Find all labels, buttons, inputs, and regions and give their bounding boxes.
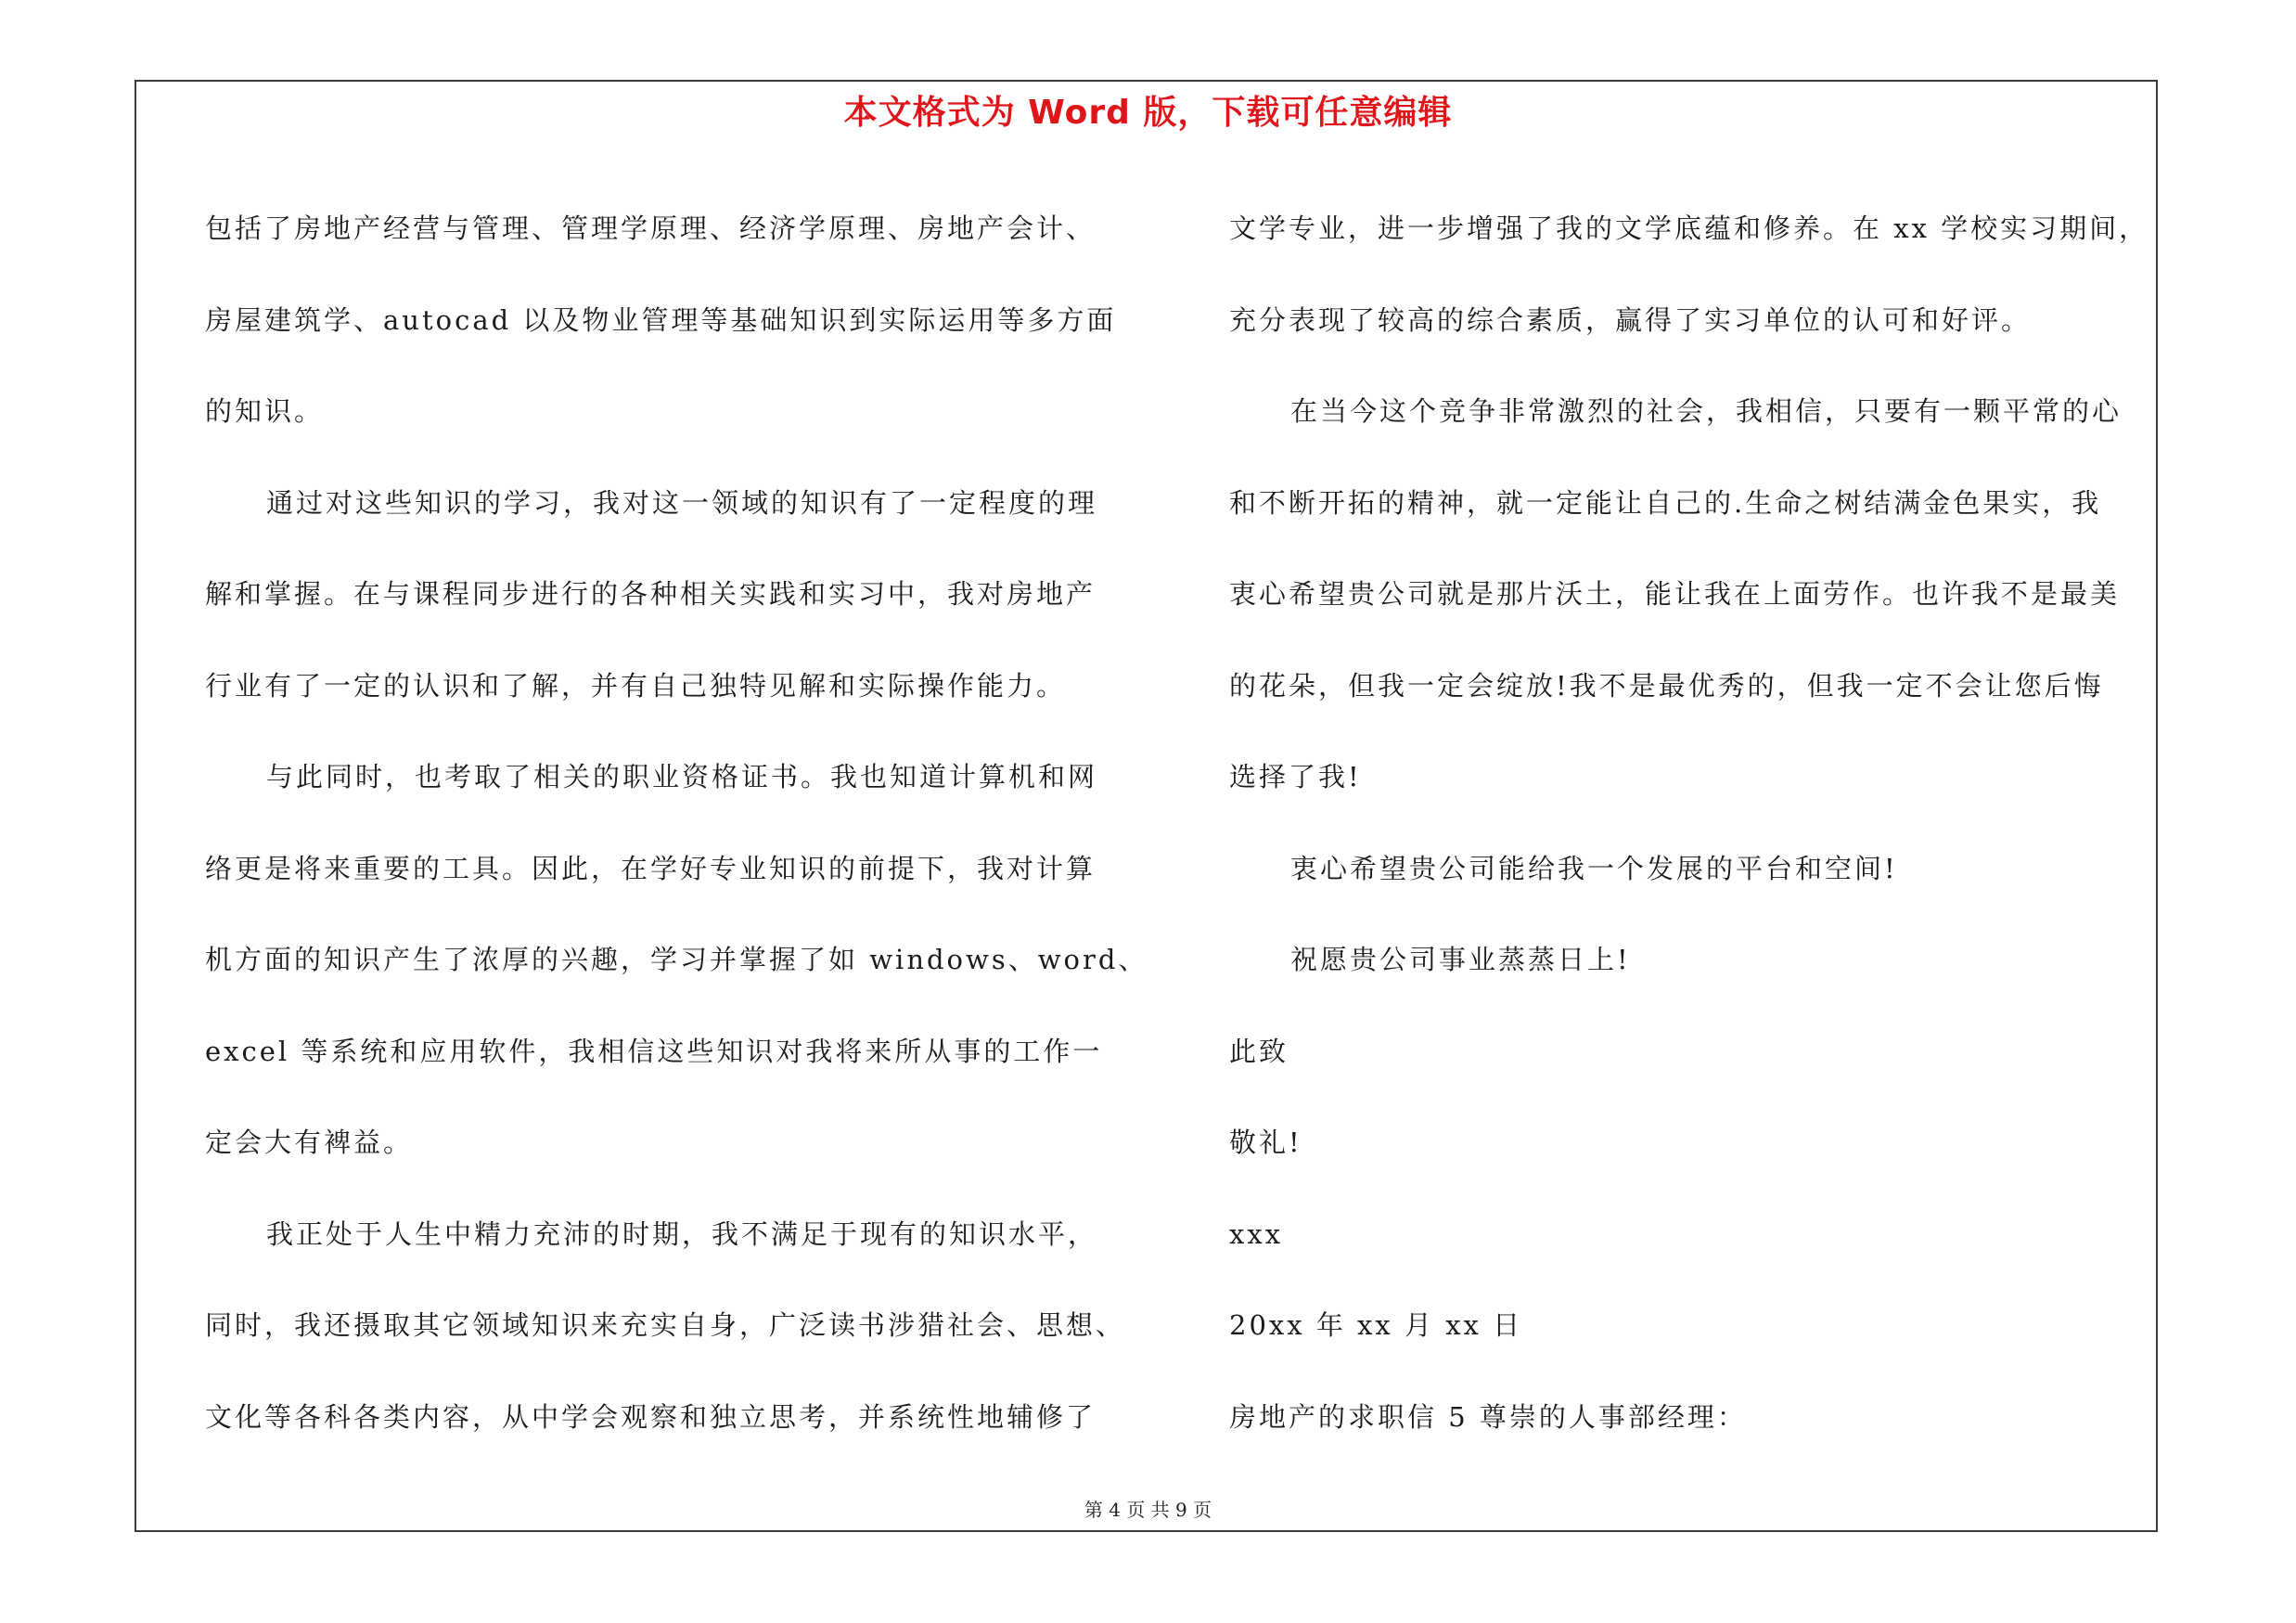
text-line: 同时，我还摄取其它领域知识来充实自身，广泛读书涉猎社会、思想、 <box>205 1309 1126 1341</box>
text-line: 我正处于人生中精力充沛的时期，我不满足于现有的知识水平， <box>266 1217 1098 1250</box>
text-line: 衷心希望贵公司就是那片沃土，能让我在上面劳作。也许我不是最美 <box>1229 578 2121 610</box>
page-number-footer: 第 4 页 共 9 页 <box>1084 1499 1212 1521</box>
text-line: 祝愿贵公司事业蒸蒸日上! <box>1290 944 1631 975</box>
text-line: 衷心希望贵公司能给我一个发展的平台和空间! <box>1290 852 1898 884</box>
text-line: 充分表现了较高的综合素质，赢得了实习单位的认可和好评。 <box>1229 303 2032 336</box>
text-line: 的知识。 <box>205 395 325 427</box>
left-text-column <box>205 183 1170 1462</box>
right-text-column <box>1229 183 2166 1462</box>
salutation-line: 此致 <box>1229 1035 1289 1067</box>
text-line: 房地产的求职信 5 尊崇的人事部经理： <box>1229 1400 1747 1433</box>
text-line: 在当今这个竞争非常激烈的社会，我相信，只要有一颗平常的心 <box>1290 395 2123 427</box>
text-line: 文化等各科各类内容，从中学会观察和独立思考，并系统性地辅修了 <box>205 1400 1097 1433</box>
text-line: 与此同时，也考取了相关的职业资格证书。我也知道计算机和网 <box>266 761 1098 792</box>
text-line: 选择了我! <box>1229 761 1362 792</box>
text-line: 定会大有裨益。 <box>205 1127 414 1158</box>
text-line: 房屋建筑学、autocad 以及物业管理等基础知识到实际运用等多方面 <box>205 303 1117 336</box>
text-line: 通过对这些知识的学习，我对这一领域的知识有了一定程度的理 <box>266 486 1098 519</box>
text-line: 络更是将来重要的工具。因此，在学好专业知识的前提下，我对计算 <box>205 852 1097 884</box>
text-line: 文学专业，进一步增强了我的文学底蕴和修养。在 xx 学校实习期间， <box>1229 213 2149 244</box>
text-line: 机方面的知识产生了浓厚的兴趣，学习并掌握了如 windows、word、 <box>205 944 1148 975</box>
signature-name: xxx <box>1229 1217 1284 1250</box>
text-line: 和不断开拓的精神，就一定能让自己的.生命之树结满金色果实，我 <box>1229 486 2102 519</box>
signature-date: 20xx 年 xx 月 xx 日 <box>1229 1309 1523 1341</box>
format-notice-banner: 本文格式为 Word 版，下载可任意编辑 <box>843 94 1453 132</box>
salutation-line: 敬礼! <box>1229 1127 1302 1158</box>
text-line: 包括了房地产经营与管理、管理学原理、经济学原理、房地产会计、 <box>205 213 1097 244</box>
text-line: excel 等系统和应用软件，我相信这些知识对我将来所从事的工作一 <box>205 1035 1103 1067</box>
text-line: 行业有了一定的认识和了解，并有自己独特见解和实际操作能力。 <box>205 669 1067 702</box>
text-line: 的花朵，但我一定会绽放!我不是最优秀的，但我一定不会让您后悔 <box>1229 669 2104 702</box>
text-line: 解和掌握。在与课程同步进行的各种相关实践和实习中，我对房地产 <box>205 578 1097 610</box>
